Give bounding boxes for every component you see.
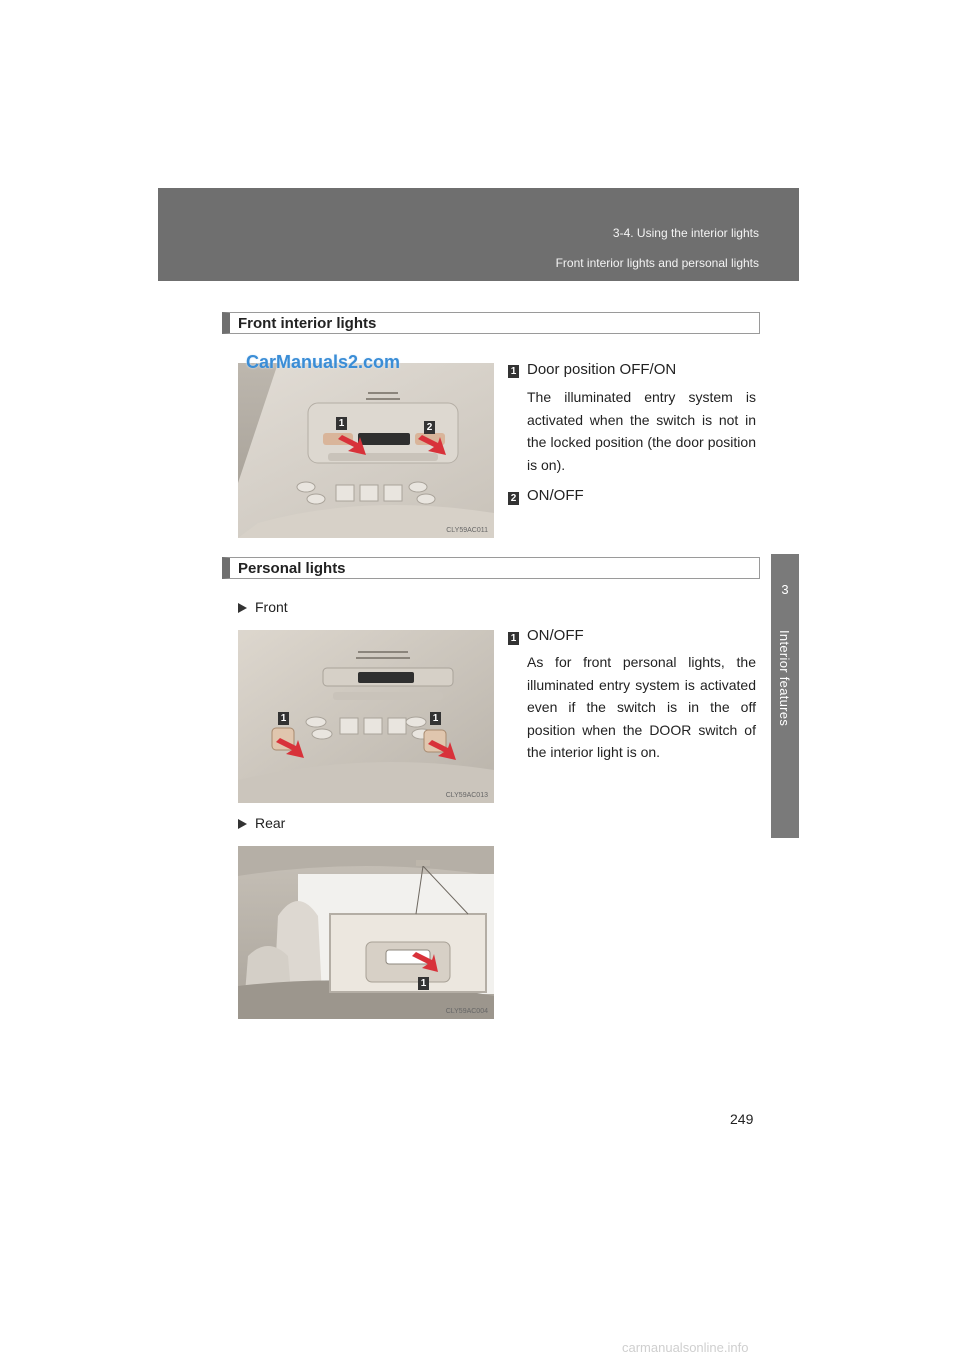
personal-lights-illustration: [238, 630, 494, 803]
chapter-tab: [771, 554, 799, 838]
bullet-rear: [238, 815, 285, 831]
item-title-on-off: ON/OFF: [527, 487, 584, 504]
item-description-personal: As for front personal lights, the illuminated entry system is activated even if the switch is in the off position when the DOOR switch of the interior light is on.: [527, 654, 756, 760]
callout-1: 1: [336, 417, 347, 430]
item-title-personal-on-off: ON/OFF: [527, 627, 584, 644]
item-number-2: 2: [508, 492, 519, 505]
overhead-console-illustration: [238, 363, 494, 538]
chapter-label: Interior features: [777, 630, 792, 727]
callout-2: 2: [424, 421, 435, 434]
item-number-personal-1: 1: [508, 632, 519, 645]
footer-watermark: carmanualsonline.info: [622, 1340, 749, 1355]
image-code: CLY59AC004: [445, 1008, 488, 1015]
front-interior-photo: [238, 363, 494, 538]
header-band: [158, 188, 799, 281]
front-personal-photo: [238, 630, 494, 803]
image-code: CLY59AC013: [445, 792, 488, 799]
bullet-label: Front: [255, 599, 288, 615]
triangle-bullet-icon: [238, 819, 247, 829]
rear-cabin-illustration: [238, 846, 494, 1019]
item-description-door-position: The illuminated entry system is activated when the switch is not in the locked position (the door position is on).: [527, 389, 756, 473]
watermark-logo: CarManuals2.com: [246, 352, 401, 372]
rear-personal-photo: [238, 846, 494, 1019]
bullet-front: [238, 599, 288, 615]
triangle-bullet-icon: [238, 603, 247, 613]
bullet-label: Rear: [255, 815, 286, 831]
section-heading-text: Personal lights: [238, 560, 346, 577]
section-heading-text: Front interior lights: [238, 315, 377, 332]
item-number-1: 1: [508, 365, 519, 378]
callout-right-1: 1: [430, 712, 441, 725]
section-heading-personal: [222, 557, 760, 579]
section-title: 3-4. Using the interior lights: [612, 226, 759, 240]
chapter-number: 3: [781, 582, 789, 597]
callout-rear-1: 1: [418, 977, 429, 990]
item-title-door-position: Door position OFF/ON: [527, 361, 677, 378]
section-heading-front-interior: [222, 312, 760, 334]
page-number: 249: [730, 1111, 754, 1127]
callout-left-1: 1: [278, 712, 289, 725]
image-code: CLY59AC011: [446, 527, 488, 534]
page-subtitle: Front interior lights and personal lights: [555, 256, 759, 270]
